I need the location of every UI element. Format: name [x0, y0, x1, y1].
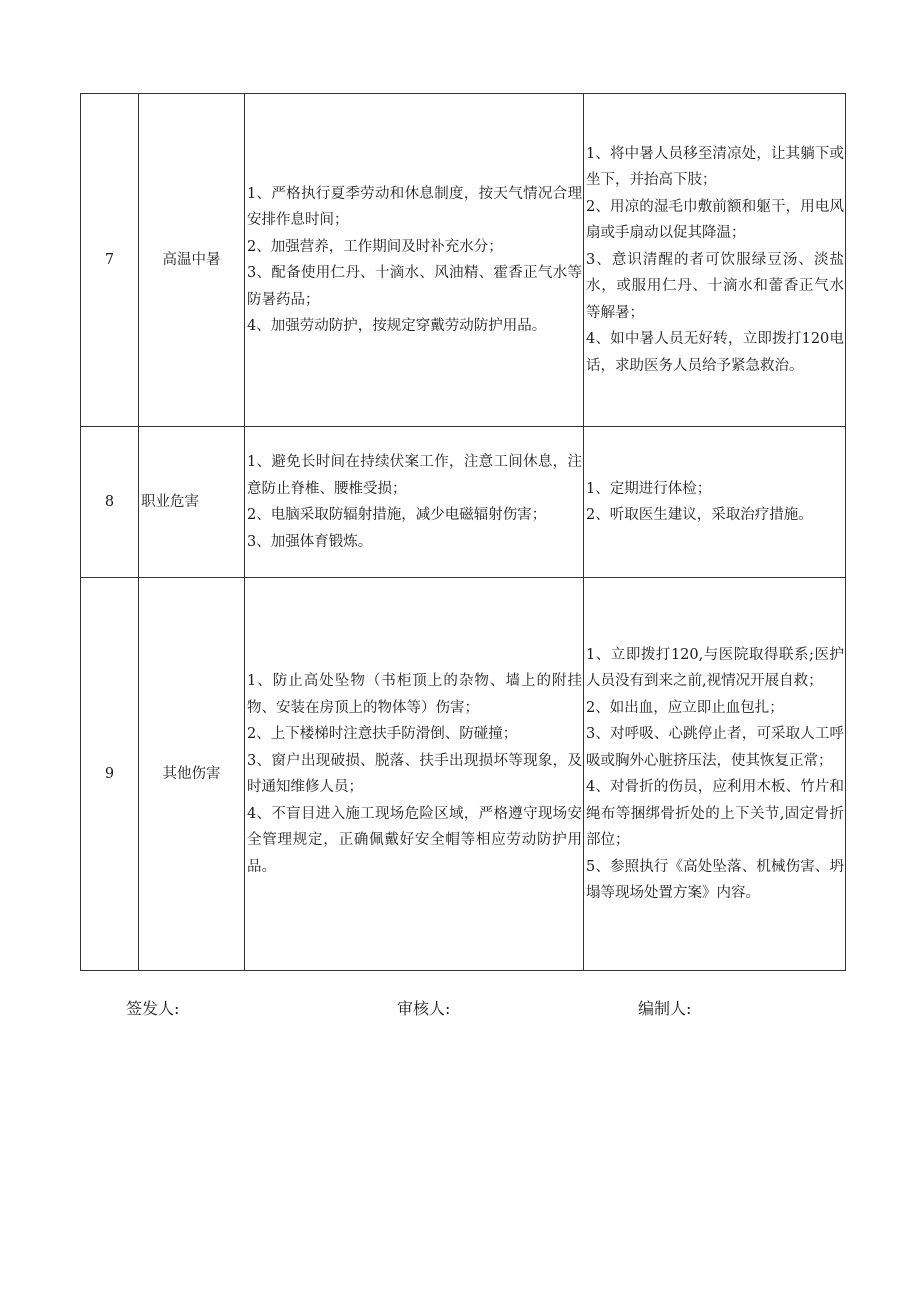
row-number: 8 [81, 427, 139, 578]
response-item: 2、如出血，应立即止血包扎； [586, 699, 784, 716]
response-item: 4、对骨折的伤员，应利用木板、竹片和绳布等捆绑骨折处的上下关节,固定骨折部位； [586, 779, 844, 848]
prevention-item: 1、避免长时间在持续伏案工作，注意工间休息，注意防止脊椎、腰椎受损； [247, 454, 582, 497]
response-measures [584, 94, 846, 427]
response-measures [584, 578, 846, 971]
hazard-name: 其他伤害 [139, 578, 245, 971]
table-row-9 [81, 578, 846, 971]
prevention-measures [245, 427, 584, 578]
prevention-item: 3、加强体育锻炼。 [247, 533, 373, 550]
author-label: 编制人: [638, 999, 692, 1018]
prevention-item: 2、加强营养，工作期间及时补充水分； [247, 238, 503, 255]
row-number: 7 [81, 94, 139, 427]
prevention-item: 2、上下楼梯时注意扶手防滑倒、防碰撞； [247, 726, 518, 742]
issuer-label: 签发人: [126, 999, 180, 1018]
prevention-item: 3、窗户出现破损、脱落、扶手出现损坏等现象，及时通知维修人员； [247, 752, 582, 795]
reviewer-label: 审核人: [397, 999, 451, 1018]
prevention-item: 2、电脑采取防辐射措施，减少电磁辐射伤害； [247, 507, 547, 523]
hazard-name: 职业危害 [139, 427, 245, 578]
prevention-item: 1、防止高处坠物（书柜顶上的杂物、墙上的附挂物、安装在房顶上的物体等）伤害； [247, 673, 582, 716]
response-item: 3、意识清醒的者可饮服绿豆汤、淡盐水，或服用仁丹、十滴水和蕾香正气水等解暑； [586, 251, 844, 321]
response-item: 2、用凉的湿毛巾敷前额和躯干，用电风扇或手扇动以促其降温； [586, 198, 844, 242]
prevention-item: 4、加强劳动防护，按规定穿戴劳动防护用品。 [247, 318, 547, 334]
response-item: 3、对呼吸、心跳停止者，可采取人工呼吸或胸外心脏挤压法，使其恢复正常； [586, 726, 844, 769]
response-measures [584, 427, 846, 578]
prevention-measures [245, 578, 584, 971]
prevention-item: 4、不盲目进入施工现场危险区域，严格遵守现场安全管理规定，正确佩戴好安全帽等相应劳动防护用品。 [247, 805, 582, 875]
response-item: 2、听取医生建议，采取治疗措施。 [586, 507, 813, 523]
prevention-item: 1、严格执行夏季劳动和休息制度，按天气情况合理安排作息时间； [247, 185, 582, 228]
response-item: 1、将中暑人员移至清凉处，让其躺下或坐下，并抬高下肢； [586, 145, 844, 189]
hazard-measures-table [80, 93, 846, 971]
response-item: 1、定期进行体检； [586, 480, 712, 497]
signature-line [0, 996, 920, 1026]
hazard-name: 高温中暑 [139, 94, 245, 427]
response-item: 1、立即拨打120,与医院取得联系;医护人员没有到来之前,视情况开展自救； [586, 646, 844, 689]
response-item: 4、如中暑人员无好转，立即拨打120电话，求助医务人员给予紧急救治。 [586, 331, 844, 374]
response-item: 5、参照执行《高处坠落、机械伤害、坍塌等现场处置方案》内容。 [586, 858, 844, 901]
row-number: 9 [81, 578, 139, 971]
table-row-7 [81, 94, 846, 427]
prevention-item: 3、配备使用仁丹、十滴水、风油精、霍香正气水等防暑药品； [247, 265, 582, 308]
table-row-8 [81, 427, 846, 578]
prevention-measures [245, 94, 584, 427]
